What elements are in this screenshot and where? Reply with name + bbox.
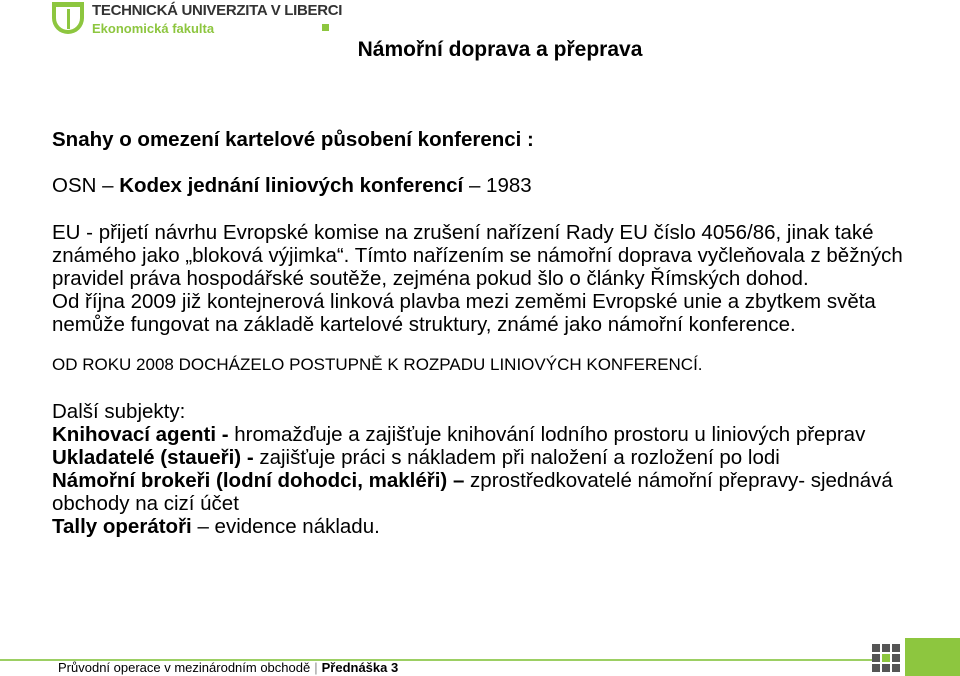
subject-term: Námořní brokeři (lodní dohodci, makléři) – — [52, 469, 465, 492]
logo-square-icon — [322, 24, 329, 31]
subject-item — [52, 515, 952, 538]
slide-title: Námořní doprava a přeprava — [357, 38, 643, 61]
green-corner-block — [905, 638, 960, 676]
osn-code: Kodex jednání liniových konferencí — [119, 174, 464, 197]
subjects-list — [52, 400, 952, 538]
october-paragraph: Od října 2009 již kontejnerová linková plavba mezi zeměmi Evropské unie a zbytkem světa nemůže fungovat na základě kartelové struktury, známé jako námořní konference. — [52, 290, 876, 336]
footer-course: Průvodní operace v mezinárodním obchodě — [58, 660, 311, 675]
subject-item — [52, 469, 952, 515]
subject-desc: hromažďuje a zajišťuje knihování lodního prostoru u liniových přeprav — [228, 423, 866, 446]
footer — [58, 660, 398, 675]
subject-term: Knihovací agenti - — [52, 423, 229, 446]
subject-term: Tally operátoři — [52, 515, 192, 538]
subject-term: Ukladatelé (staueři) - — [52, 446, 254, 469]
logo-university-name: TECHNICKÁ UNIVERZITA V LIBERCI — [92, 2, 343, 19]
footer-separator: | — [314, 660, 318, 675]
subject-item — [52, 423, 952, 446]
subjects-intro: Další subjekty: — [52, 400, 186, 423]
caps-statement: OD ROKU 2008 DOCHÁZELO POSTUPNĚ K ROZPADU LINIOVÝCH KONFERENCÍ. — [52, 355, 703, 374]
slide-body — [52, 128, 952, 538]
osn-line — [52, 174, 952, 197]
subject-desc: zajišťuje práci s nákladem při naložení a rozložení po lodi — [253, 446, 780, 469]
osn-year: – 1983 — [463, 174, 532, 197]
osn-prefix: OSN – — [52, 174, 120, 197]
subject-desc: zprostředkovatelé námořní přepravy- sjednává obchody na cizí účet — [52, 469, 893, 515]
subject-desc: – evidence nákladu. — [191, 515, 380, 538]
logo-faculty-name: Ekonomická fakulta — [92, 21, 215, 36]
footer-lecture: Přednáška 3 — [321, 660, 399, 675]
subject-item — [52, 446, 952, 469]
logo-shield-icon — [52, 2, 84, 34]
eu-paragraph: EU - přijetí návrhu Evropské komise na zrušení nařízení Rady EU číslo 4056/86, jinak také známého jako „bloková výjimka“. Tímto nařízením se námořní doprava vyčleňovala z běžných pravidel práva hospodářské soutěže, zejména pokud šlo o články Římských dohod. — [52, 221, 903, 290]
section-heading: Snahy o omezení kartelové působení konferenci : — [52, 128, 534, 151]
university-logo — [52, 2, 343, 38]
grid-logo-icon — [872, 644, 900, 672]
